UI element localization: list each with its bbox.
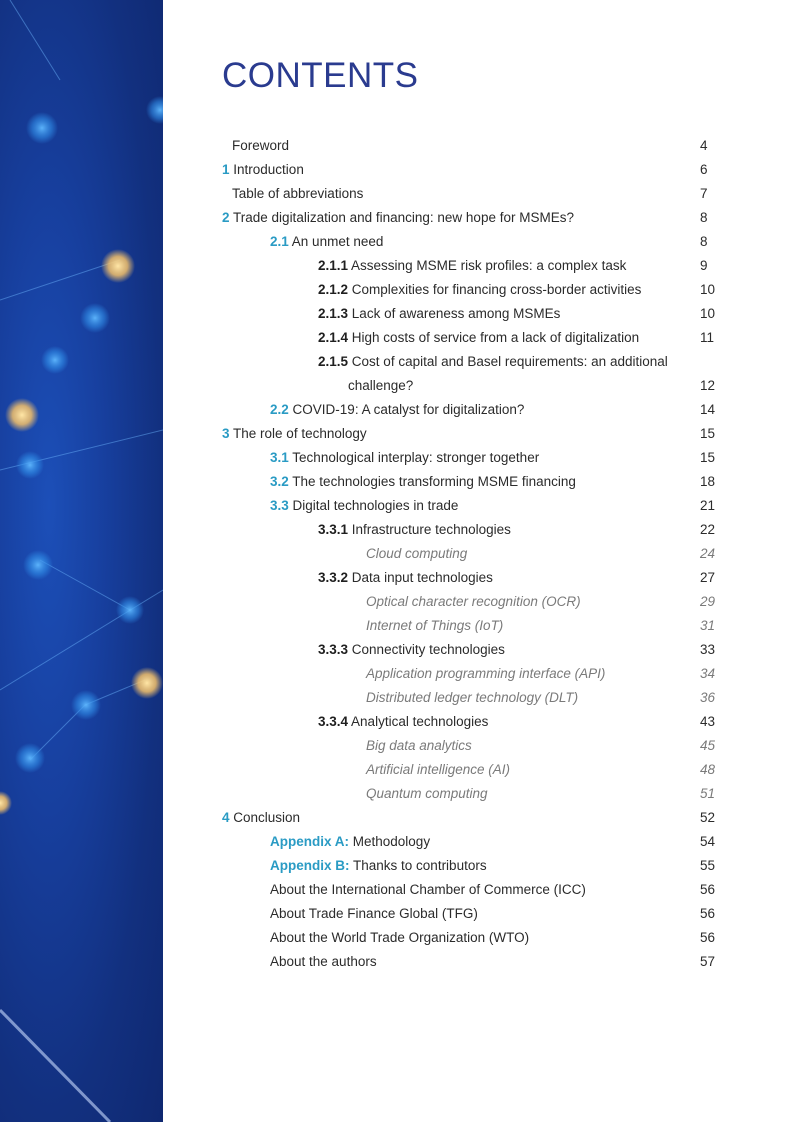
toc-entry[interactable]: [0, 182, 793, 206]
toc-entry-page: 56: [700, 930, 716, 945]
toc-entry-title: Connectivity technologies: [351, 642, 505, 657]
toc-entry[interactable]: [0, 230, 793, 254]
toc-entry-title: About Trade Finance Global (TFG): [270, 906, 478, 921]
toc-entry-label: [270, 830, 430, 854]
toc-entry-number: Appendix B:: [270, 858, 350, 873]
toc-entry-page: 10: [700, 306, 716, 321]
toc-entry-title: Cloud computing: [366, 546, 468, 561]
toc-entry-number: Appendix A:: [270, 834, 349, 849]
toc-entry-title: Digital technologies in trade: [292, 498, 459, 513]
toc-entry-label: [232, 182, 363, 206]
toc-entry[interactable]: [0, 950, 793, 974]
toc-entry-label: [318, 302, 560, 326]
toc-entry-page: 12: [700, 378, 716, 393]
toc-entry-label: [270, 902, 478, 926]
toc-entry[interactable]: [0, 662, 793, 686]
toc-entry[interactable]: [0, 422, 793, 446]
toc-entry-label: [270, 854, 487, 878]
toc-entry-title: The technologies transforming MSME financing: [292, 474, 576, 489]
toc-entry-label: [270, 230, 383, 254]
toc-entry-title: Data input technologies: [351, 570, 493, 585]
toc-entry-title: Internet of Things (IoT): [366, 618, 504, 633]
toc-entry[interactable]: [0, 494, 793, 518]
toc-entry-title: Analytical technologies: [351, 714, 489, 729]
toc-entry[interactable]: [0, 638, 793, 662]
toc-entry-page: 48: [700, 762, 716, 777]
toc-entry-label: [222, 206, 574, 230]
toc-entry-label: [318, 566, 493, 590]
toc-entry-title: About the World Trade Organization (WTO): [270, 930, 530, 945]
toc-entry-page: 6: [700, 162, 708, 177]
toc-entry-label: [232, 134, 289, 158]
toc-entry-label: [366, 614, 503, 638]
toc-entry[interactable]: [0, 566, 793, 590]
toc-entry[interactable]: [0, 398, 793, 422]
toc-entry-number: 3.3.4: [318, 714, 349, 729]
toc-entry-label: [270, 470, 576, 494]
toc-entry-title: Foreword: [232, 138, 290, 153]
toc-entry-page: 8: [700, 210, 708, 225]
toc-entry-page: 29: [700, 594, 716, 609]
toc-entry-number: 2: [222, 210, 230, 225]
toc-entry-page: 43: [700, 714, 716, 729]
toc-entry-page: 56: [700, 906, 716, 921]
toc-entry-title: Lack of awareness among MSMEs: [351, 306, 561, 321]
toc-entry-title: Trade digitalization and financing: new hope for MSMEs?: [233, 210, 574, 225]
toc-entry-title: Technological interplay: stronger together: [292, 450, 540, 465]
toc-entry-title: High costs of service from a lack of digitalization: [351, 330, 640, 345]
toc-entry[interactable]: [0, 590, 793, 614]
toc-entry-title: An unmet need: [291, 234, 384, 249]
toc-entry-page: 55: [700, 858, 716, 873]
toc-entry[interactable]: [0, 614, 793, 638]
toc-entry-title: Quantum computing: [366, 786, 488, 801]
toc-entry-page: 11: [700, 330, 715, 345]
toc-entry[interactable]: [0, 878, 793, 902]
toc-entry-label: [270, 398, 524, 422]
toc-entry-number: 2.1.1: [318, 258, 349, 273]
toc-entry-number: 2.1: [270, 234, 289, 249]
toc-entry-title: Introduction: [233, 162, 304, 177]
toc-entry-number: 3.1: [270, 450, 289, 465]
toc-entry-label: [270, 494, 458, 518]
toc-entry-label: [366, 758, 510, 782]
toc-entry-page: 27: [700, 570, 716, 585]
toc-entry-label: [222, 806, 300, 830]
toc-entry-title: challenge?: [348, 378, 414, 393]
toc-entry-label: [318, 350, 668, 374]
toc-entry-title: Methodology: [352, 834, 431, 849]
toc-entry-label: [222, 158, 304, 182]
toc-entry-page: 15: [700, 426, 716, 441]
toc-entry[interactable]: [0, 830, 793, 854]
toc-entry-label: [318, 710, 488, 734]
toc-entry-label: [366, 590, 581, 614]
toc-entry-number: 2.1.4: [318, 330, 349, 345]
toc-entry-label: [318, 518, 511, 542]
toc-entry-page: 21: [700, 498, 716, 513]
toc-entry-label: [366, 734, 472, 758]
toc-entry[interactable]: [0, 134, 793, 158]
toc-entry-page: 56: [700, 882, 716, 897]
toc-entry-number: 2.1.2: [318, 282, 349, 297]
toc-entry-number: 1: [222, 162, 230, 177]
toc-entry-title: Thanks to contributors: [353, 858, 487, 873]
toc-entry-label: [318, 326, 639, 350]
toc-entry-number: 2.2: [270, 402, 289, 417]
toc-entry-page: 54: [700, 834, 716, 849]
toc-entry-label: [270, 446, 539, 470]
toc-entry-page: 4: [700, 138, 708, 153]
toc-entry-number: 3.2: [270, 474, 289, 489]
toc-entry[interactable]: [0, 710, 793, 734]
toc-entry[interactable]: [0, 158, 793, 182]
toc-entry-title: Big data analytics: [366, 738, 472, 753]
toc-entry[interactable]: [0, 758, 793, 782]
toc-entry-page: 51: [700, 786, 716, 801]
toc-entry-page: 10: [700, 282, 716, 297]
toc-entry-label: [270, 878, 586, 902]
toc-entry-label: [318, 278, 641, 302]
toc-entry-number: 4: [222, 810, 230, 825]
toc-entry-title: Table of abbreviations: [232, 186, 364, 201]
toc-entry-page: 9: [700, 258, 708, 273]
toc-entry-number: 2.1.3: [318, 306, 349, 321]
toc-entry-page: 14: [700, 402, 716, 417]
toc-entry-title: Complexities for financing cross-border activities: [351, 282, 642, 297]
toc-entry[interactable]: [0, 542, 793, 566]
toc-entry[interactable]: [0, 326, 793, 350]
toc-entry-page: 33: [700, 642, 716, 657]
toc-entry[interactable]: [0, 686, 793, 710]
toc-entry-label: [366, 542, 467, 566]
toc-entry-label: [366, 782, 488, 806]
toc-entry-page: 15: [700, 450, 716, 465]
toc-entry-label: [270, 926, 529, 950]
toc-entry[interactable]: [0, 518, 793, 542]
toc-entry[interactable]: [0, 902, 793, 926]
toc-entry-label: [318, 638, 505, 662]
toc-entry-number: 3.3.1: [318, 522, 349, 537]
toc-entry-page: 24: [700, 546, 716, 561]
toc-entry-title: Infrastructure technologies: [351, 522, 511, 537]
toc-entry[interactable]: [0, 374, 793, 398]
toc-entry-label: [222, 422, 367, 446]
toc-entry-number: 2.1.5: [318, 354, 349, 369]
toc-entry-page: 7: [700, 186, 708, 201]
toc-entry-title: Distributed ledger technology (DLT): [366, 690, 579, 705]
toc-entry[interactable]: [0, 734, 793, 758]
toc-entry-number: 3.3.3: [318, 642, 349, 657]
toc-entry-number: 3.3: [270, 498, 289, 513]
toc-entry[interactable]: [0, 782, 793, 806]
toc-entry-label: [366, 686, 578, 710]
toc-entry[interactable]: [0, 854, 793, 878]
page-title: CONTENTS: [222, 56, 419, 95]
toc-entry-title: Conclusion: [233, 810, 301, 825]
toc-entry[interactable]: [0, 302, 793, 326]
toc-entry-page: 34: [700, 666, 716, 681]
toc-entry-title: Optical character recognition (OCR): [366, 594, 581, 609]
toc-entry-page: 31: [700, 618, 716, 633]
toc-entry-label: [366, 662, 605, 686]
toc-entry-page: 18: [700, 474, 716, 489]
toc-entry-title: Artificial intelligence (AI): [366, 762, 511, 777]
toc-entry[interactable]: [0, 446, 793, 470]
toc-entry-page: 52: [700, 810, 716, 825]
toc-entry-page: 8: [700, 234, 708, 249]
toc-entry-label: [348, 374, 413, 398]
toc-entry-title: About the International Chamber of Commerce (ICC): [270, 882, 586, 897]
toc-entry-title: Assessing MSME risk profiles: a complex task: [351, 258, 627, 273]
toc-entry-title: The role of technology: [233, 426, 367, 441]
toc-entry[interactable]: [0, 926, 793, 950]
toc-entry-label: [270, 950, 377, 974]
toc-entry-title: About the authors: [270, 954, 377, 969]
toc-entry[interactable]: [0, 350, 793, 374]
toc-entry-title: Application programming interface (API): [366, 666, 606, 681]
toc-entry-page: 36: [700, 690, 716, 705]
toc-entry-number: 3: [222, 426, 230, 441]
toc-entry-page: 45: [700, 738, 716, 753]
toc-entry[interactable]: [0, 278, 793, 302]
toc-entry-title: Cost of capital and Basel requirements: an additional: [351, 354, 668, 369]
toc-entry-page: 57: [700, 954, 716, 969]
toc-entry[interactable]: [0, 254, 793, 278]
toc-entry-title: COVID-19: A catalyst for digitalization?: [292, 402, 525, 417]
toc-entry[interactable]: [0, 206, 793, 230]
toc-entry[interactable]: [0, 470, 793, 494]
toc-entry-number: 3.3.2: [318, 570, 349, 585]
toc-entry[interactable]: [0, 806, 793, 830]
toc-entry-label: [318, 254, 626, 278]
toc-entry-page: 22: [700, 522, 716, 537]
